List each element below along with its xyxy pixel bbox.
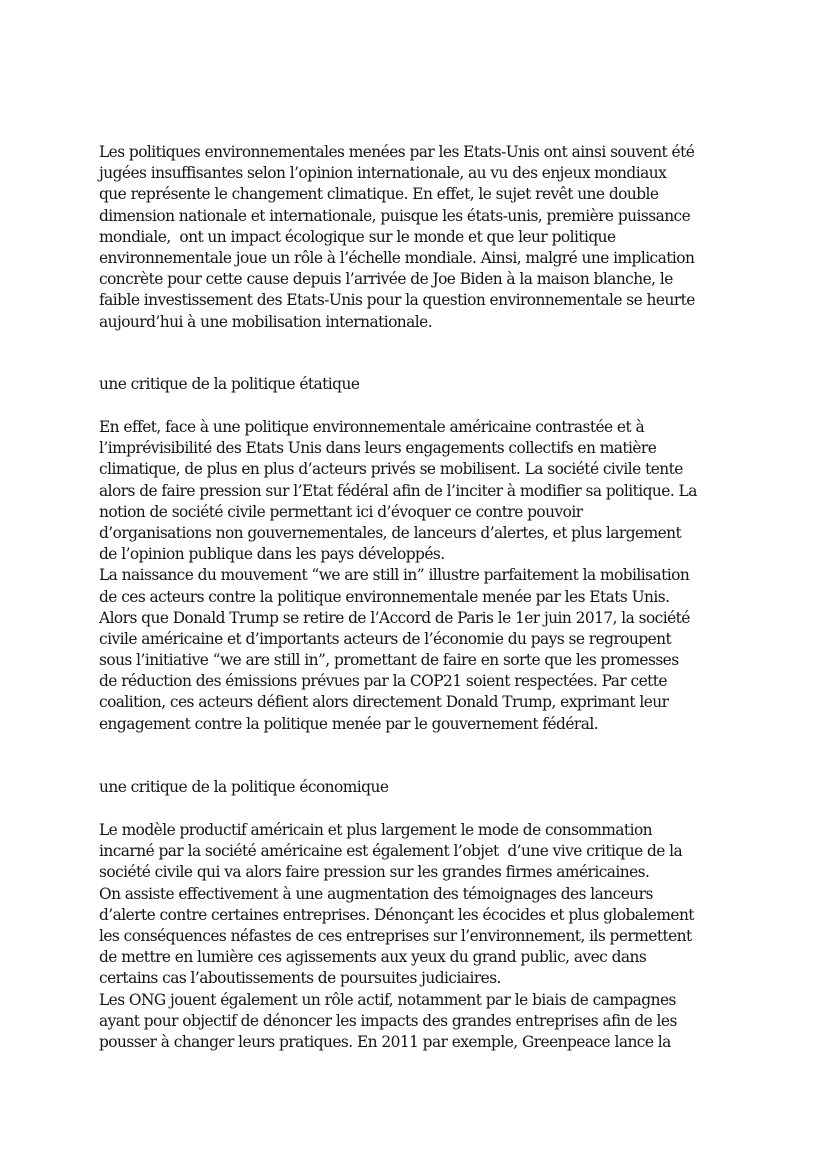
- text-line: société civile qui va alors faire pression sur les grandes firmes américaines.: [99, 863, 650, 882]
- text-line: Les politiques environnementales menées par les Etats-Unis ont ainsi souvent été: [99, 143, 695, 161]
- text-line: d’organisations non gouvernementales, de lanceurs d’alertes, et plus largement: [99, 523, 682, 542]
- text-line: civile américaine et d’importants acteurs de l’économie du pays se regroupent: [99, 629, 672, 648]
- text-line: Alors que Donald Trump se retire de l’Accord de Paris le 1er juin 2017, la société: [99, 608, 690, 627]
- text-line: ayant pour objectif de dénoncer les impacts des grandes entreprises afin de les: [99, 1011, 677, 1030]
- text-line: concrète pour cette cause depuis l’arrivée de Joe Biden à la maison blanche, le: [99, 270, 673, 289]
- text-line: En effet, face à une politique environnementale américaine contrastée et à: [99, 418, 645, 436]
- state-policy-paragraph: [99, 417, 739, 735]
- text-line: notion de société civile permettant ici d’évoquer ce contre pouvoir: [99, 502, 583, 521]
- text-line: coalition, ces acteurs défient alors directement Donald Trump, exprimant leur: [99, 693, 669, 712]
- text-line: dimension nationale et internationale, puisque les états-unis, première puissance: [99, 206, 691, 225]
- text-line: d’alerte contre certaines entreprises. Dénonçant les écocides et plus globalement: [99, 905, 694, 924]
- intro-paragraph: [99, 142, 739, 333]
- text-line: de mettre en lumière ces agissements aux yeux du grand public, avec dans: [99, 948, 647, 967]
- section-heading-economic-policy: une critique de la politique économique: [99, 778, 389, 796]
- text-line: certains cas l’aboutissements de poursuites judiciaires.: [99, 969, 501, 988]
- text-line: les conséquences néfastes de ces entreprises sur l’environnement, ils permettent: [99, 926, 692, 945]
- section-heading-state-policy: une critique de la politique étatique: [99, 375, 360, 393]
- text-line: Les ONG jouent également un rôle actif, notamment par le biais de campagnes: [99, 990, 676, 1009]
- text-line: climatique, de plus en plus d’acteurs privés se mobilisent. La société civile tente: [99, 460, 683, 479]
- text-line: de réduction des émissions prévues par la COP21 soient respectées. Par cette: [99, 672, 667, 691]
- text-line: incarné par la société américaine est également l’objet d’une vive critique de la: [99, 842, 683, 861]
- text-line: La naissance du mouvement “we are still in” illustre parfaitement la mobilisation: [99, 566, 690, 585]
- text-line: que représente le changement climatique. En effet, le sujet revêt une double: [99, 185, 659, 204]
- text-line: de ces acteurs contre la politique environnementale menée par les Etats Unis.: [99, 587, 670, 606]
- economic-policy-paragraph: [99, 820, 739, 1053]
- text-line: Le modèle productif américain et plus largement le mode de consommation: [99, 821, 653, 839]
- text-line: mondiale, ont un impact écologique sur le monde et que leur politique: [99, 227, 616, 246]
- text-line: aujourd’hui à une mobilisation internationale.: [99, 312, 433, 331]
- text-line: de l’opinion publique dans les pays développés.: [99, 545, 445, 564]
- text-line: On assiste effectivement à une augmentation des témoignages des lanceurs: [99, 884, 653, 903]
- text-line: faible investissement des Etats-Unis pour la question environnementale se heurte: [99, 291, 695, 310]
- text-line: alors de faire pression sur l’Etat fédéral afin de l’inciter à modifier sa politique. La: [99, 481, 697, 500]
- text-line: engagement contre la politique menée par le gouvernement fédéral.: [99, 714, 599, 733]
- text-line: sous l’initiative “we are still in”, promettant de faire en sorte que les promesses: [99, 651, 679, 670]
- text-line: jugées insuffisantes selon l’opinion internationale, au vu des enjeux mondiaux: [99, 164, 667, 183]
- text-line: l’imprévisibilité des Etats Unis dans leurs engagements collectifs en matière: [99, 439, 657, 458]
- text-line: pousser à changer leurs pratiques. En 2011 par exemple, Greenpeace lance la: [99, 1032, 671, 1051]
- text-line: environnementale joue un rôle à l’échelle mondiale. Ainsi, malgré une implication: [99, 248, 695, 267]
